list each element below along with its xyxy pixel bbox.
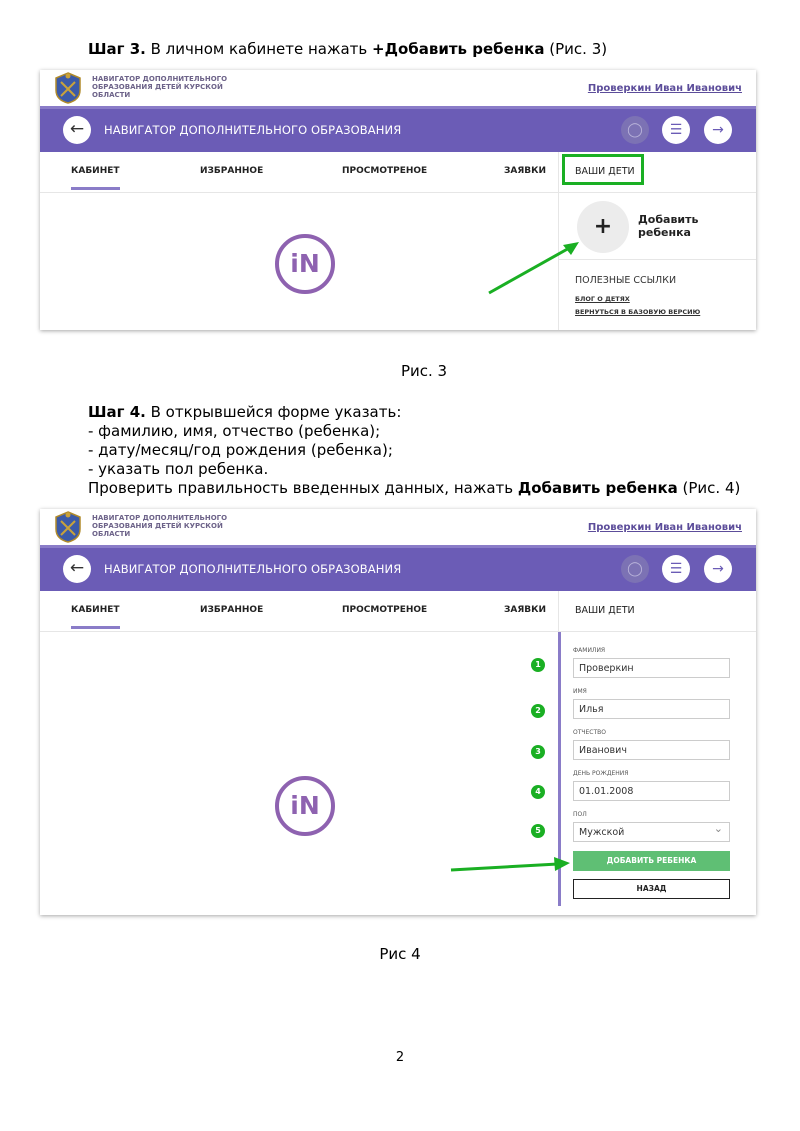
step4-verify: Проверить правильность введенных данных, нажать xyxy=(88,479,518,497)
field-label-birthday: ДЕНЬ РОЖДЕНИЯ xyxy=(573,770,629,777)
link-basic-version[interactable]: ВЕРНУТЬСЯ В БАЗОВУЮ ВЕРСИЮ xyxy=(575,308,701,316)
navbar xyxy=(40,109,756,152)
exit-icon[interactable]: → xyxy=(704,555,732,583)
org-name: НАВИГАТОР ДОПОЛНИТЕЛЬНОГО ОБРАЗОВАНИЯ ДЕТЕЙ КУРСКОЙ ОБЛАСТИ xyxy=(92,75,228,99)
tab-favorites[interactable]: ИЗБРАННОЕ xyxy=(200,605,264,615)
site-header xyxy=(40,70,756,106)
user-name-link[interactable]: Проверкин Иван Иванович xyxy=(587,83,742,94)
exit-icon[interactable]: → xyxy=(704,116,732,144)
tab-your-children[interactable] xyxy=(558,591,756,631)
add-child-label[interactable]: Добавить ребенка xyxy=(638,213,699,239)
main-content xyxy=(40,193,756,330)
tab-cabinet[interactable]: КАБИНЕТ xyxy=(71,166,120,176)
nav-title: НАВИГАТОР ДОПОЛНИТЕЛЬНОГО ОБРАЗОВАНИЯ xyxy=(104,562,402,576)
site-header xyxy=(40,509,756,545)
step3-text: В личном кабинете нажать xyxy=(145,40,373,58)
green-arrow-icon xyxy=(485,235,585,300)
step3-bold: +Добавить ребенка xyxy=(372,40,545,58)
name-field[interactable]: Илья xyxy=(573,699,730,719)
nav-title: НАВИГАТОР ДОПОЛНИТЕЛЬНОГО ОБРАЗОВАНИЯ xyxy=(104,123,402,137)
step4-item: - дату/месяц/год рождения (ребенка); xyxy=(88,441,393,459)
step3-paragraph xyxy=(88,40,607,59)
step-marker-1: 1 xyxy=(531,658,545,672)
step3-label: Шаг 3. xyxy=(88,40,146,58)
add-child-button[interactable]: ДОБАВИТЬ РЕБЕНКА xyxy=(573,851,730,871)
filter-sliders-icon[interactable]: ☰ xyxy=(662,116,690,144)
useful-links-title: ПОЛЕЗНЫЕ ССЫЛКИ xyxy=(575,275,677,286)
step3-text-after: (Рис. 3) xyxy=(544,40,608,58)
birthday-field[interactable]: 01.01.2008 xyxy=(573,781,730,801)
tab-applications[interactable]: ЗАЯВКИ xyxy=(504,166,547,176)
step4-intro: В открывшейся форме указать: xyxy=(145,403,402,421)
tabs-bar xyxy=(40,591,756,632)
user-icon[interactable]: ◯ xyxy=(621,555,649,583)
tab-viewed[interactable]: ПРОСМОТРЕНОЕ xyxy=(342,605,428,615)
caption-fig3: Рис. 3 xyxy=(400,362,448,380)
back-arrow-icon[interactable]: ← xyxy=(63,555,91,583)
tab-your-children-label: ВАШИ ДЕТИ xyxy=(575,166,635,177)
step4-paragraph xyxy=(88,403,740,498)
green-arrow-icon xyxy=(448,850,574,880)
step4-verify-bold: Добавить ребенка xyxy=(517,479,678,497)
figure-3-screenshot xyxy=(40,70,756,330)
caption-fig4: Рис 4 xyxy=(379,945,421,963)
field-label-patronymic: ОТЧЕСТВО xyxy=(573,729,606,736)
children-sidebar xyxy=(558,193,756,330)
step4-item: - указать пол ребенка. xyxy=(88,460,269,478)
step-marker-2: 2 xyxy=(531,704,545,718)
in-logo: iN xyxy=(275,234,335,294)
step-marker-4: 4 xyxy=(531,785,545,799)
coat-of-arms-icon xyxy=(53,511,83,543)
surname-field[interactable]: Проверкин xyxy=(573,658,730,678)
link-blog[interactable]: БЛОГ О ДЕТЯХ xyxy=(575,295,630,303)
tab-your-children-label: ВАШИ ДЕТИ xyxy=(575,605,635,616)
patronymic-field[interactable]: Иванович xyxy=(573,740,730,760)
page-number: 2 xyxy=(395,1050,405,1065)
main-content xyxy=(40,632,756,915)
org-name: НАВИГАТОР ДОПОЛНИТЕЛЬНОГО ОБРАЗОВАНИЯ ДЕТЕЙ КУРСКОЙ ОБЛАСТИ xyxy=(92,514,228,538)
filter-sliders-icon[interactable]: ☰ xyxy=(662,555,690,583)
coat-of-arms-icon xyxy=(53,72,83,104)
field-label-name: ИМЯ xyxy=(573,688,587,695)
navbar xyxy=(40,548,756,591)
back-button[interactable]: НАЗАД xyxy=(573,879,730,899)
add-child-form xyxy=(558,632,756,906)
tab-viewed[interactable]: ПРОСМОТРЕНОЕ xyxy=(342,166,428,176)
tab-your-children[interactable] xyxy=(558,152,756,192)
field-label-gender: ПОЛ xyxy=(573,811,587,818)
tabs-bar xyxy=(40,152,756,193)
tab-applications[interactable]: ЗАЯВКИ xyxy=(504,605,547,615)
step-marker-5: 5 xyxy=(531,824,545,838)
tab-cabinet[interactable]: КАБИНЕТ xyxy=(71,605,120,615)
step-marker-3: 3 xyxy=(531,745,545,759)
back-arrow-icon[interactable]: ← xyxy=(63,116,91,144)
step4-verify-after: (Рис. 4) xyxy=(677,479,741,497)
step4-item: - фамилию, имя, отчество (ребенка); xyxy=(88,422,381,440)
gender-select[interactable]: Мужской ⌄ xyxy=(573,822,730,842)
field-label-surname: ФАМИЛИЯ xyxy=(573,647,606,654)
tab-favorites[interactable]: ИЗБРАННОЕ xyxy=(200,166,264,176)
add-child-plus-icon[interactable]: + xyxy=(577,201,629,253)
user-name-link[interactable]: Проверкин Иван Иванович xyxy=(587,522,742,533)
divider xyxy=(559,259,756,260)
figure-4-screenshot xyxy=(40,509,756,915)
in-logo: iN xyxy=(275,776,335,836)
step4-label: Шаг 4. xyxy=(88,403,146,421)
user-icon[interactable]: ◯ xyxy=(621,116,649,144)
